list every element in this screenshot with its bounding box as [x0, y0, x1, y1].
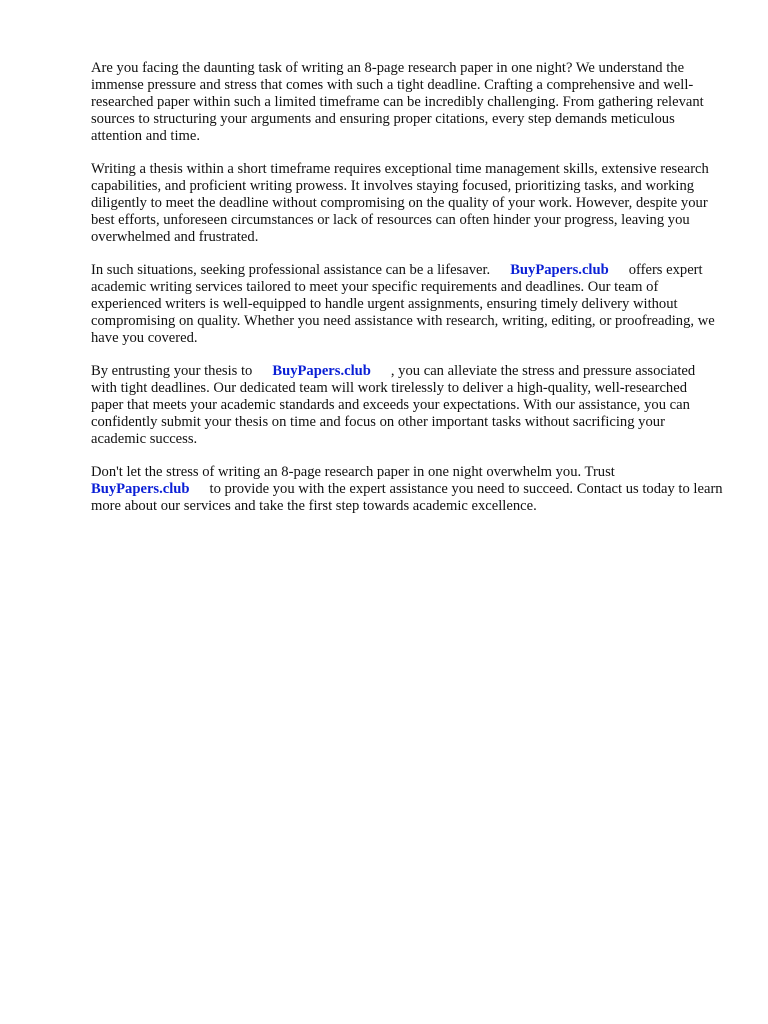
- paragraph-call-to-action-after: to provide you with the expert assistance you need to succeed. Contact us today to learn more about our services and take the first step towards academic excellence.: [91, 481, 723, 514]
- document-page: [91, 60, 723, 531]
- paragraph-professional-assistance: [91, 262, 723, 347]
- paragraph-intro-text: Are you facing the daunting task of writing an 8-page research paper in one night? We understand the immense pressure and stress that comes with such a tight deadline. Crafting a comprehensive and well-researched paper within such a limited timeframe can be incredibly challenging. From gathering relevant sources to structuring your arguments and ensuring proper citations, every step demands meticulous attention and time.: [91, 60, 704, 144]
- paragraph-entrusting-before: By entrusting your thesis to: [91, 363, 253, 379]
- paragraph-entrusting: [91, 363, 723, 448]
- paragraph-call-to-action-before: Don't let the stress of writing an 8-page research paper in one night overwhelm you. Trust: [91, 464, 615, 480]
- buypapers-link[interactable]: BuyPapers.club: [510, 262, 609, 278]
- paragraph-thesis-challenges: [91, 161, 723, 246]
- paragraph-entrusting-after: , you can alleviate the stress and pressure associated with tight deadlines. Our dedicated team will work tirelessly to deliver a high-quality, well-researched paper that meets your academic standards and exceeds your expectations. With our assistance, you can confidently submit your thesis on time and focus on other important tasks without sacrificing your academic success.: [91, 363, 696, 447]
- paragraph-professional-assistance-before: In such situations, seeking professional assistance can be a lifesaver.: [91, 262, 491, 278]
- buypapers-link[interactable]: BuyPapers.club: [272, 363, 371, 379]
- paragraph-professional-assistance-after: offers expert academic writing services tailored to meet your specific requirements and deadlines. Our team of experienced writers is well-equipped to handle urgent assignments, ensuring timely delivery without compromising on quality. Whether you need assistance with research, writing, editing, or proofreading, we have you covered.: [91, 262, 715, 346]
- paragraph-thesis-challenges-text: Writing a thesis within a short timeframe requires exceptional time management skills, extensive research capabilities, and proficient writing prowess. It involves staying focused, prioritizing tasks, and working diligently to meet the deadline without compromising on the quality of your work. However, despite your best efforts, unforeseen circumstances or lack of resources can often hinder your progress, leaving you overwhelmed and frustrated.: [91, 161, 709, 245]
- buypapers-link[interactable]: BuyPapers.club: [91, 481, 190, 497]
- paragraph-call-to-action: [91, 464, 723, 515]
- paragraph-intro: [91, 60, 723, 145]
